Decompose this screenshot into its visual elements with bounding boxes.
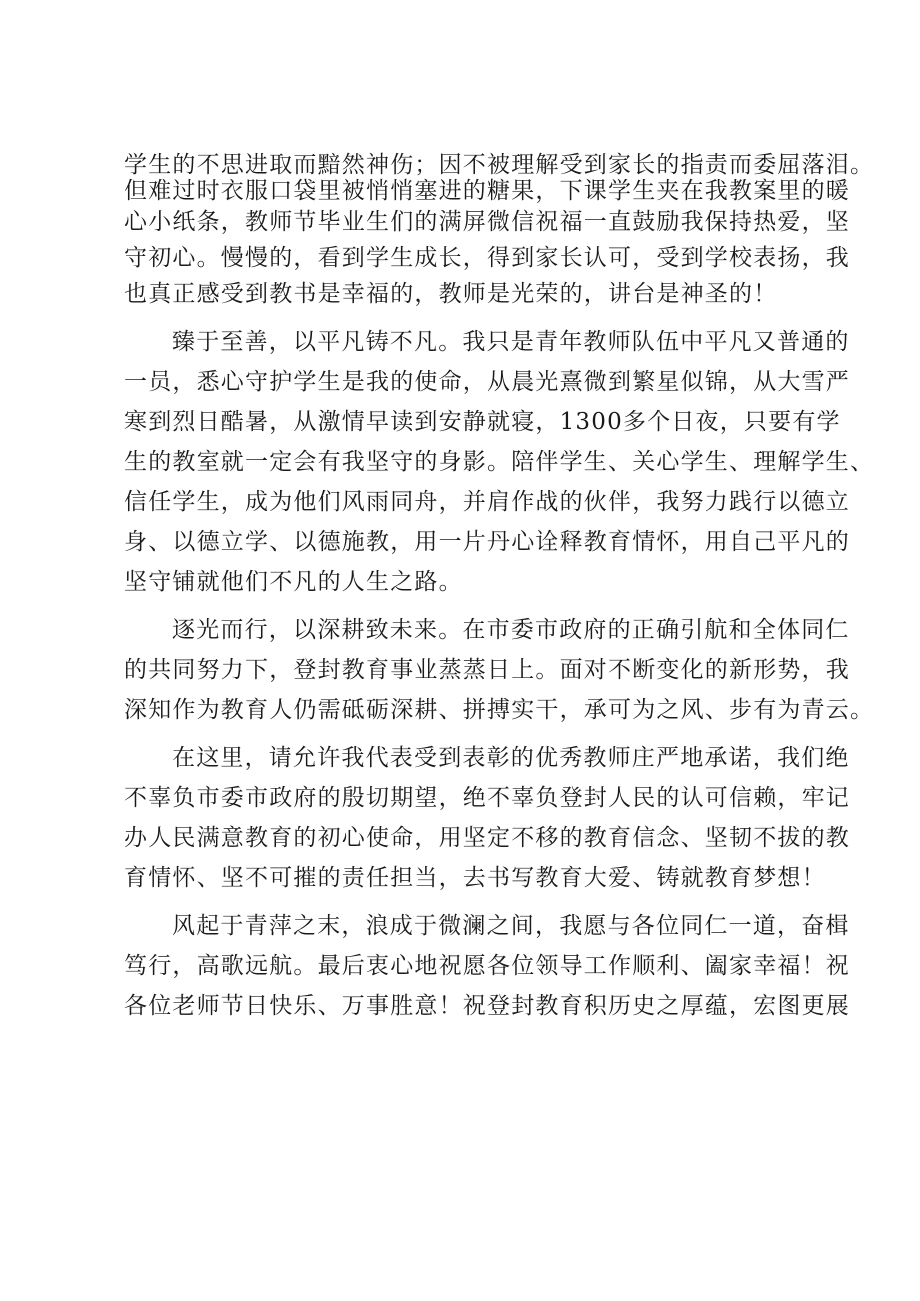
paragraph-line: 的共同努力下，登封教育事业蒸蒸日上。面对不断变化的新形势，我 bbox=[124, 657, 850, 683]
paragraph-line: 育情怀、坚不可摧的责任担当，去书写教育大爱、铸就教育梦想！ bbox=[124, 865, 826, 891]
paragraph-line: 各位老师节日快乐、万事胜意！祝登封教育积历史之厚蕴，宏图更展 bbox=[124, 993, 850, 1019]
paragraph-5 bbox=[124, 906, 850, 1026]
document-body bbox=[124, 152, 875, 1026]
paragraph-line: 臻于至善，以平凡铸不凡。我只是青年教师队伍中平凡又普通的 bbox=[172, 329, 850, 355]
paragraph-line: 但难过时衣服口袋里被悄悄塞进的糖果，下课学生夹在我教案里的暖 bbox=[124, 178, 850, 204]
paragraph-line: 也真正感受到教书是幸福的，教师是光荣的，讲台是神圣的！ bbox=[124, 281, 778, 307]
paragraph-line: 办人民满意教育的初心使命，用坚定不移的教育信念、坚韧不拔的教 bbox=[124, 825, 850, 851]
paragraph-line: 不辜负市委市政府的殷切期望，绝不辜负登封人民的认可信赖，牢记 bbox=[124, 785, 850, 811]
paragraph-line: 守初心。慢慢的，看到学生成长，得到家长认可，受到学校表扬，我 bbox=[124, 245, 850, 271]
paragraph-line: 一员，悉心守护学生是我的使命，从晨光熹微到繁星似锦，从大雪严 bbox=[124, 369, 850, 395]
paragraph-line: 寒到烈日酷暑，从激情早读到安静就寝，1300多个日夜，只要有学 bbox=[124, 409, 841, 435]
paragraph-4 bbox=[124, 738, 850, 898]
paragraph-3 bbox=[124, 610, 875, 730]
paragraph-line: 生的教室就一定会有我坚守的身影。陪伴学生、关心学生、理解学生、 bbox=[124, 449, 875, 475]
paragraph-line: 坚守铺就他们不凡的人生之路。 bbox=[124, 569, 463, 595]
paragraph-line: 在这里，请允许我代表受到表彰的优秀教师庄严地承诺，我们绝 bbox=[172, 745, 850, 771]
paragraph-line: 逐光而行，以深耕致未来。在市委市政府的正确引航和全体同仁 bbox=[172, 617, 850, 643]
paragraph-line: 心小纸条，教师节毕业生们的满屏微信祝福一直鼓励我保持热爱，坚 bbox=[124, 209, 850, 235]
paragraph-line: 信任学生，成为他们风雨同舟，并肩作战的伙伴，我努力践行以德立 bbox=[124, 489, 850, 515]
paragraph-line: 深知作为教育人仍需砥砺深耕、拼搏实干，承可为之风、步有为青云。 bbox=[124, 697, 875, 723]
paragraph-line: 学生的不思进取而黯然神伤；因不被理解受到家长的指责而委屈落泪。 bbox=[124, 152, 875, 178]
paragraph-2 bbox=[124, 322, 875, 602]
paragraph-line: 风起于青萍之末，浪成于微澜之间，我愿与各位同仁一道，奋楫 bbox=[172, 913, 850, 939]
paragraph-1 bbox=[124, 152, 875, 312]
paragraph-line: 身、以德立学、以德施教，用一片丹心诠释教育情怀，用自己平凡的 bbox=[124, 529, 850, 555]
paragraph-line: 笃行，高歌远航。最后衷心地祝愿各位领导工作顺利、阖家幸福！祝 bbox=[124, 953, 850, 979]
